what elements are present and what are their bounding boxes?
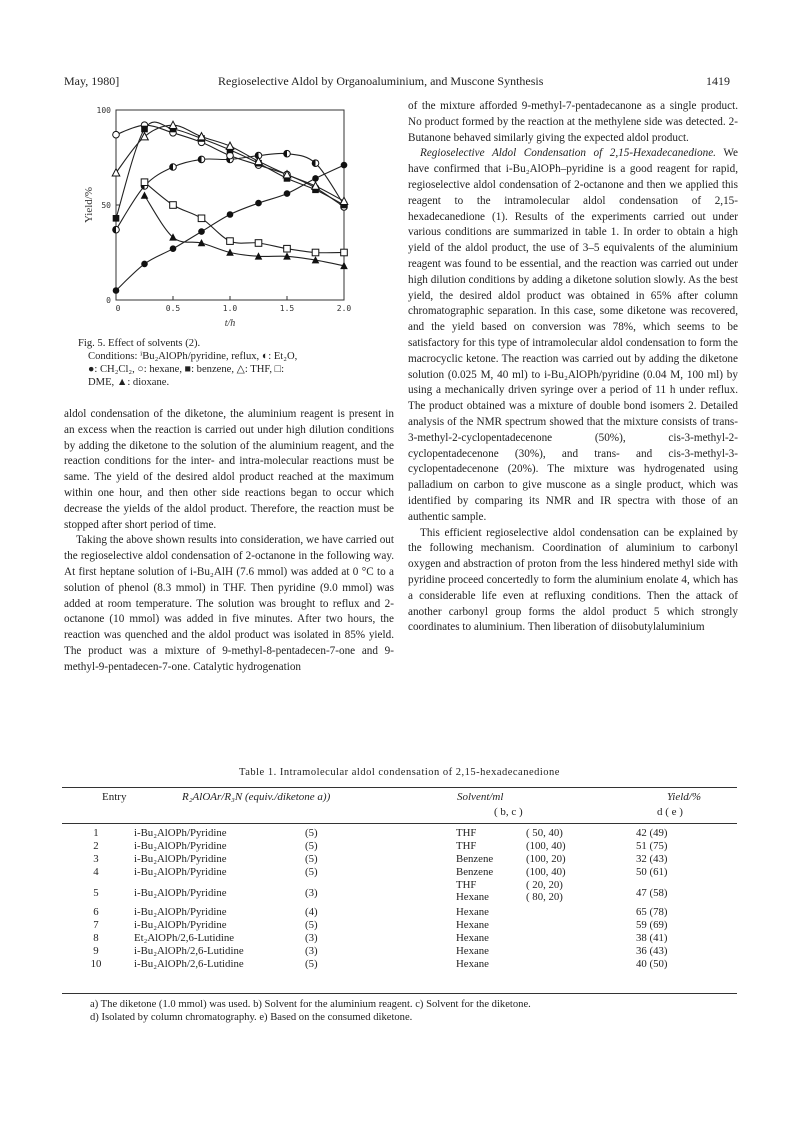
caption-line-2: ●: CH₂Cl₂, ○: hexane, ■: benzene, △: THF, □: — [88, 364, 285, 375]
table-row: 1 i-Bu₂AlOPh/Pyridine (5) THF ( 50, 40) 42 (49) — [93, 827, 668, 839]
running-title: Regioselective Aldol by Organoaluminium, and Muscone Synthesis — [218, 74, 544, 88]
data-point-ch2cl2 — [312, 175, 319, 182]
data-point-dme — [341, 249, 348, 256]
table-row: 6 i-Bu₂AlOPh/Pyridine (4) Hexane 65 (78) — [93, 906, 668, 918]
data-point-benzene — [113, 215, 120, 222]
y-tick-50: 50 — [101, 201, 111, 210]
data-point-dme — [255, 240, 262, 247]
table-row: 7 i-Bu₂AlOPh/Pyridine (5) Hexane 59 (69) — [93, 919, 668, 931]
data-point-dme — [170, 202, 177, 209]
th-yield: Yield/% — [667, 791, 702, 803]
th-reagent: R₂AlOAr/R₃N (equiv./diketone a)) — [182, 791, 331, 803]
series-line-hexane — [116, 125, 344, 207]
data-point-benzene — [141, 126, 148, 133]
data-point-dme — [312, 249, 319, 256]
figure-caption — [78, 337, 398, 389]
data-point-thf — [226, 142, 234, 149]
th-solvent-sub: ( b, c ) — [494, 806, 523, 818]
series-line-et2o — [116, 153, 344, 229]
th-solvent: Solvent/ml — [457, 791, 504, 803]
data-point-dme — [141, 179, 148, 186]
data-point-et2o — [198, 156, 205, 163]
table-footnotes — [90, 998, 740, 1024]
caption-line-3: DME, ▲: dioxane. — [88, 377, 170, 388]
data-point-hexane — [227, 152, 234, 159]
table-header-rule — [62, 823, 737, 824]
footnote-2: d) Isolated by column chromatography. e) Based on the consumed diketone. — [90, 1012, 413, 1023]
left-paragraph-1: aldol condensation of the diketone, the aluminium reagent is present in an excess when the reaction is carried out under high dilution conditions by adding the diketone to the solution of the aluminium reagent, and the reaction conditions for the inter- and intra-molecular reactions must be same. The yield of the desired aldol product reached at the maximum within one hour, and then other side reactions began to occur which decrease the yields of the aldol product. Therefore, the reaction must be stopped after short period of time. — [64, 408, 394, 531]
table-row: 10 i-Bu₂AlOPh/2,6-Lutidine (5) Hexane 40 (50) — [90, 958, 668, 970]
table-row: 4 i-Bu₂AlOPh/Pyridine (5) Benzene (100, 40) 50 (61) — [93, 866, 668, 878]
data-point-ch2cl2 — [141, 261, 148, 268]
data-point-et2o — [170, 164, 177, 171]
data-point-ch2cl2 — [170, 245, 177, 252]
x-tick-1.5: 1.5 — [279, 304, 295, 313]
section-heading: Regioselective Aldol Condensation of 2,15-Hexadecanedione. — [420, 147, 716, 160]
x-tick-2.0: 2.0 — [336, 304, 352, 313]
data-point-ch2cl2 — [227, 211, 234, 218]
data-point-dme — [198, 215, 205, 222]
left-paragraph-2: Taking the above shown results into consideration, we have carried out the regioselective aldol condensation of 2-octanone in the following way. At first heptane solution of i-Bu₂AlH (7.6 mmol) was added at 0 °C to a solution of phenol (8.3 mmol) in THF. Then pyridine (9.0 mmol) was added at room temperature. The solution was brought to reflux and 2-octanone (10 mmol) was added in five minutes. After two hours, the reaction was quenched and the aldol product was isolated in 85% yield. The product was a mixture of 9-methyl-8-pentadecen-7-one and 9-methyl-9-pentadecen-7-one. Catalytic hydrogenation — [64, 534, 394, 673]
th-yield-sub: d ( e ) — [657, 806, 683, 818]
table-row: 2 i-Bu₂AlOPh/Pyridine (5) THF (100, 40) 51 (75) — [93, 840, 668, 852]
right-paragraph-2-body: We have confirmed that i-Bu₂AlOPh–pyridine is a good reagent for rapid, regioselective aldol condensation of 2-octanone and then we applied this reagent to the intramolecular aldol condensation of 2,15-hexadecanedione (1). Results of the experiments carried out under various conditions are summarized in table 1. In order to obtain a high yield of the aldol product, the use of 3–5 equivalents of the aluminium reagent was found to be essential, and the reaction was carried out under high dilution conditions by adding a diketone solution slowly. As the best yield, the desired aldol product was obtained in 65% after column chromatographic separation. In this case, some diketone was recovered, and the yield based on conversion was 78%, which seems to be satisfactory for this type of intramolecular aldol condensation to form the macrocyclic ketone. The reaction was carried out by adding the diketone solution (0.025 M, 40 ml) to i-Bu₂AlOPh/pyridine (0.04 M, 100 ml) by using a mechanically driven syringe over a period of 11 h under reflux. The product obtained was a mixture of double bond isomers 2. Detailed analysis of the NMR spectrum showed that the mixture consists of trans-3-methyl-2-cyclopentadecenone (50%), cis-3-methyl-2-cyclopentadecenone (30%), and trans- and cis-3-methyl-3-cyclopentadecenone (20%). The mixture was hydrogenated using palladium on carbon to give muscone as a single product, which was identified by comparing its NMR and IR spectra with those of an authentic sample. — [408, 147, 738, 523]
table-body — [62, 827, 737, 971]
figure-5-chart — [78, 100, 378, 332]
caption-line-1: Conditions: ⁱBu₂AlOPh/pyridine, reflux, ◐: Et₂O, — [88, 351, 298, 362]
right-paragraph-3: This efficient regioselective aldol condensation can be explained by the following mechanism. Coordination of aluminium to carbonyl oxygen and abstraction of proton from the less hindered methyl side with pyridine proceed concertedly to form the aluminium enolate 4, which has a considerable life even at refluxing conditions. Then the attack of another carbonyl group forms the aldol product 5 which strongly coordinates to aluminium. Then liberation of diisobutylaluminium — [408, 526, 738, 634]
data-point-ch2cl2 — [284, 190, 291, 197]
data-point-dme — [227, 238, 234, 245]
left-column — [64, 407, 394, 676]
table-row: 3 i-Bu₂AlOPh/Pyridine (5) Benzene (100, 20) 32 (43) — [93, 853, 668, 865]
x-tick-0.5: 0.5 — [165, 304, 181, 313]
x-axis-label: t/h — [224, 318, 236, 329]
data-point-ch2cl2 — [198, 228, 205, 235]
table-row: 5 i-Bu₂AlOPh/Pyridine (3) THF Hexane ( 20, 20) ( 80, 20) 47 (58) — [93, 879, 668, 903]
data-point-et2o — [113, 226, 120, 233]
table-row: 8 Et₂AlOPh/2,6-Lutidine (3) Hexane 38 (41) — [93, 932, 668, 944]
footnote-1: a) The diketone (1.0 mmol) was used. b) Solvent for the aluminium reagent. c) Solvent for the diketone. — [90, 999, 531, 1010]
data-point-ch2cl2 — [113, 287, 120, 294]
right-paragraph-2 — [408, 146, 738, 525]
x-tick-0: 0 — [115, 304, 121, 313]
data-point-et2o — [284, 150, 291, 157]
table-row: 9 i-Bu₂AlOPh/2,6-Lutidine (3) Hexane 36 (43) — [93, 945, 668, 957]
x-tick-1.0: 1.0 — [222, 304, 238, 313]
right-column — [408, 99, 738, 636]
data-point-dme — [284, 245, 291, 252]
caption-title: Fig. 5. Effect of solvents (2). — [78, 338, 201, 349]
table-title: Table 1. Intramolecular aldol condensation of 2,15-hexadecanedione — [239, 767, 560, 778]
y-tick-0: 0 — [106, 296, 111, 305]
table-top-rule — [62, 787, 737, 788]
page-number: 1419 — [706, 74, 730, 88]
data-point-dioxane — [141, 192, 149, 199]
data-point-hexane — [113, 131, 120, 138]
y-axis-label: Yield/% — [83, 186, 95, 224]
data-point-ch2cl2 — [341, 162, 348, 169]
header-date: May, 1980] — [64, 74, 120, 88]
series-markers — [112, 121, 348, 294]
th-entry: Entry — [102, 791, 127, 803]
data-point-ch2cl2 — [255, 200, 262, 207]
right-paragraph-1: of the mixture afforded 9-methyl-7-pentadecanone as a single product. No product formed by the reaction at the methylene side was detected. 2-Butanone behaved similarly giving the expected aldol product. — [408, 100, 738, 144]
data-point-et2o — [312, 160, 319, 167]
y-tick-100: 100 — [96, 106, 111, 115]
table-bottom-rule — [62, 993, 737, 994]
